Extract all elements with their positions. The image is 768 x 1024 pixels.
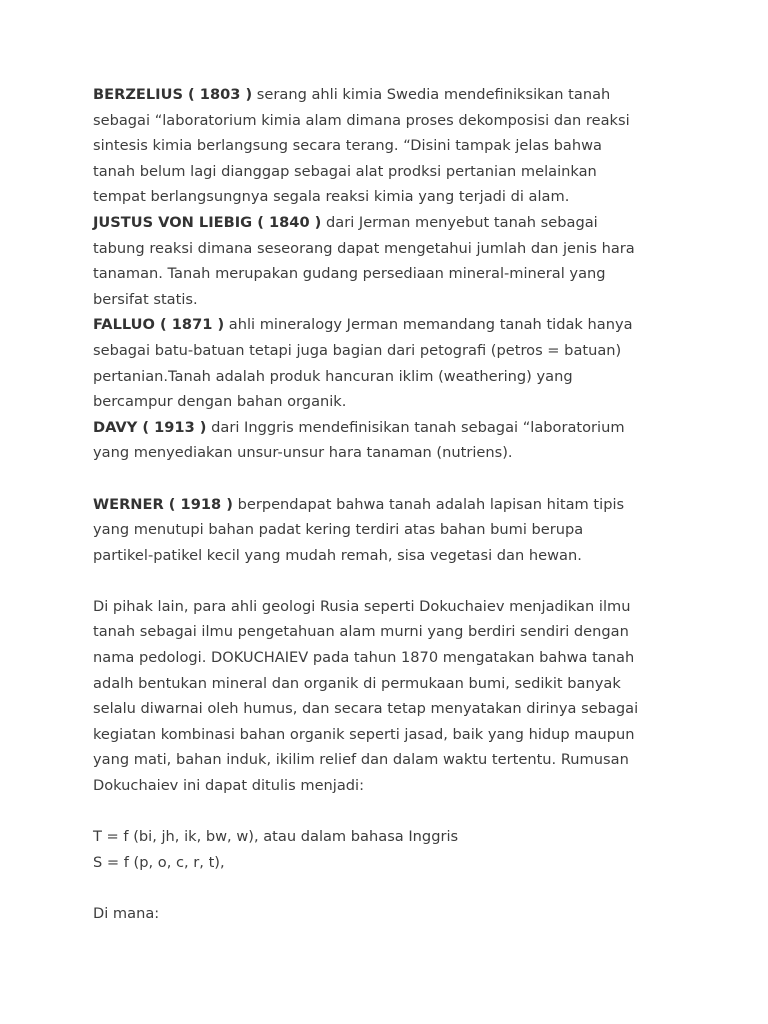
text-line — [93, 722, 693, 748]
text-segment: S = f (p, o, c, r, t), — [93, 853, 225, 871]
blank-line — [93, 568, 693, 594]
text-line — [93, 287, 693, 313]
paragraph — [93, 210, 693, 312]
text-line — [93, 364, 693, 390]
text-segment: pertanian.Tanah adalah produk hancuran iklim (weathering) yang — [93, 367, 573, 385]
text-segment: tanah belum lagi dianggap sebagai alat prodksi pertanian melainkan — [93, 162, 597, 180]
text-segment: yang menutupi bahan padat kering terdiri atas bahan bumi berupa — [93, 521, 584, 539]
text-line — [93, 671, 693, 697]
text-segment: ahli mineralogy Jerman memandang tanah tidak hanya — [224, 316, 633, 334]
blank-line — [93, 466, 693, 492]
text-line — [93, 389, 693, 415]
paragraph — [93, 824, 693, 875]
author-year-heading: JUSTUS VON LIEBIG ( 1840 ) — [93, 213, 322, 231]
blank-line — [93, 875, 693, 901]
text-segment: kegiatan kombinasi bahan organik seperti jasad, baik yang hidup maupun — [93, 725, 635, 743]
paragraph — [93, 492, 693, 569]
text-line — [93, 543, 693, 569]
text-segment: Di mana: — [93, 905, 160, 922]
text-line — [93, 492, 693, 518]
text-line — [93, 747, 693, 773]
text-segment: sebagai batu-batuan tetapi juga bagian dari petografi (petros = batuan) — [93, 341, 622, 359]
text-segment: tabung reaksi dimana seseorang dapat mengetahui jumlah dan jenis hara — [93, 239, 635, 257]
text-segment: nama pedologi. DOKUCHAIEV pada tahun 1870 mengatakan bahwa tanah — [93, 649, 635, 667]
text-segment: Dokuchaiev ini dapat ditulis menjadi: — [93, 777, 365, 795]
text-line — [93, 312, 693, 338]
text-line — [93, 619, 693, 645]
text-segment: yang mati, bahan induk, ikilim relief dan dalam waktu tertentu. Rumusan — [93, 751, 629, 769]
text-segment: dari Inggris mendefinisikan tanah sebagai “laboratorium — [206, 418, 625, 436]
paragraph — [93, 82, 693, 210]
text-segment: adalh bentukan mineral dan organik di permukaan bumi, sedikit banyak — [93, 674, 621, 692]
text-line — [93, 184, 693, 210]
text-segment: dari Jerman menyebut tanah sebagai — [321, 213, 598, 231]
text-line — [93, 261, 693, 287]
paragraph — [93, 901, 693, 927]
paragraph — [93, 415, 693, 466]
text-line — [93, 159, 693, 185]
text-line — [93, 901, 693, 927]
text-line — [93, 236, 693, 262]
author-year-heading: FALLUO ( 1871 ) — [93, 316, 225, 334]
text-line — [93, 133, 693, 159]
text-line — [93, 210, 693, 236]
text-segment: sebagai “laboratorium kimia alam dimana proses dekomposisi dan reaksi — [93, 111, 630, 129]
text-segment: Di pihak lain, para ahli geologi Rusia seperti Dokuchaiev menjadikan ilmu — [93, 597, 631, 615]
text-line — [93, 645, 693, 671]
text-segment: tanaman. Tanah merupakan gudang persediaan mineral-mineral yang — [93, 265, 606, 283]
paragraph — [93, 594, 693, 799]
text-line — [93, 440, 693, 466]
text-line — [93, 824, 693, 850]
text-segment: berpendapat bahwa tanah adalah lapisan hitam tipis — [232, 495, 625, 513]
text-segment: selalu diwarnai oleh humus, dan secara tetap menyatakan dirinya sebagai — [93, 700, 639, 718]
author-year-heading: WERNER ( 1918 ) — [93, 495, 233, 513]
text-line — [93, 696, 693, 722]
text-segment: tempat berlangsungnya segala reaksi kimia yang terjadi di alam. — [93, 188, 570, 206]
text-segment: bersifat statis. — [93, 290, 198, 308]
text-line — [93, 415, 693, 441]
paragraph — [93, 312, 693, 414]
text-segment: serang ahli kimia Swedia mendefiniksikan tanah — [252, 86, 611, 103]
text-segment: partikel-patikel kecil yang mudah remah, sisa vegetasi dan hewan. — [93, 546, 582, 564]
blank-line — [93, 799, 693, 825]
text-segment: sintesis kimia berlangsung secara terang. “Disini tampak jelas bahwa — [93, 137, 602, 155]
text-line — [93, 108, 693, 134]
text-segment: bercampur dengan bahan organik. — [93, 393, 347, 411]
text-line — [93, 594, 693, 620]
text-line — [93, 850, 693, 876]
document-page — [93, 82, 693, 927]
text-line — [93, 338, 693, 364]
text-segment: T = f (bi, jh, ik, bw, w), atau dalam bahasa Inggris — [93, 828, 459, 846]
text-line — [93, 517, 693, 543]
text-segment: tanah sebagai ilmu pengetahuan alam murni yang berdiri sendiri dengan — [93, 623, 629, 641]
text-segment: yang menyediakan unsur-unsur hara tanaman (nutriens). — [93, 444, 513, 462]
author-year-heading: BERZELIUS ( 1803 ) — [93, 86, 253, 103]
text-line — [93, 773, 693, 799]
text-line — [93, 82, 693, 108]
author-year-heading: DAVY ( 1913 ) — [93, 418, 207, 436]
